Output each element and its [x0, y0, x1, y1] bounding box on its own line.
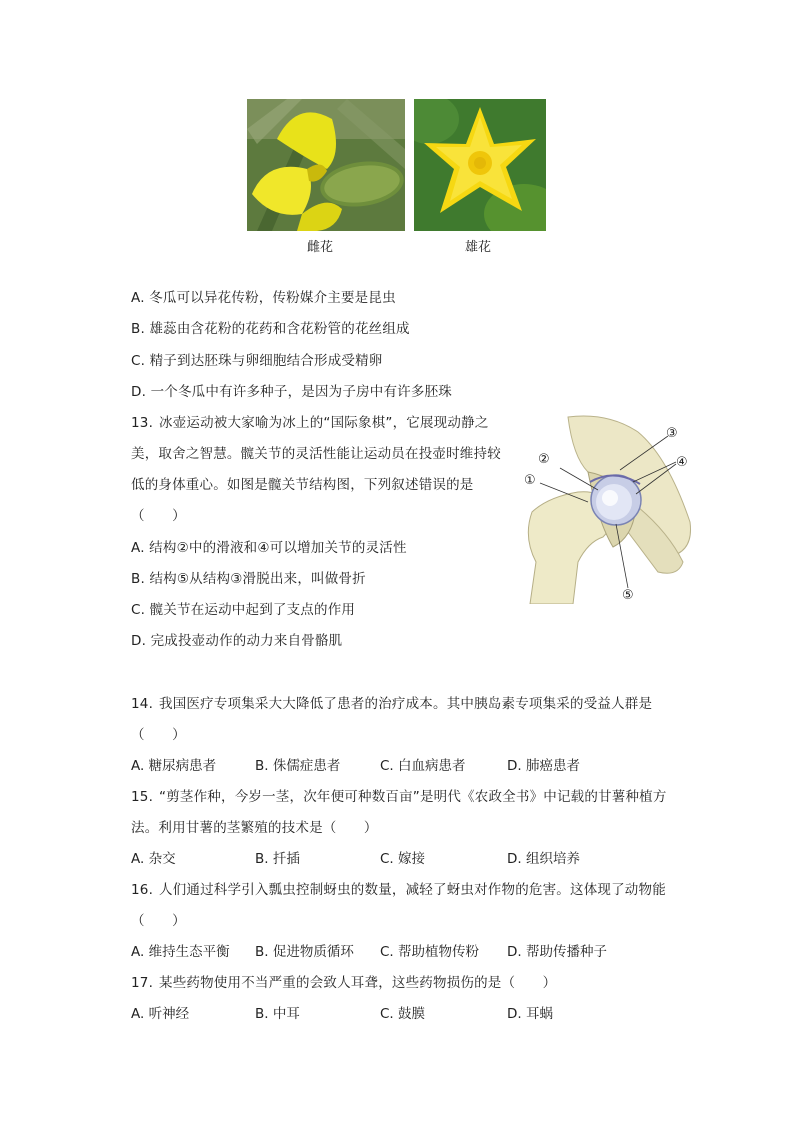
q12-option-d: D. 一个冬瓜中有许多种子，是因为子房中有许多胚珠 [131, 384, 452, 400]
q16-option-d: D. 帮助传播种子 [507, 944, 607, 960]
q16-option-c: C. 帮助植物传粉 [380, 944, 480, 960]
hip-label-2: ② [538, 452, 550, 467]
q13-number: 13. [131, 415, 154, 431]
hip-label-5: ⑤ [622, 588, 634, 603]
q13-option-b: B. 结构⑤从结构③滑脱出来，叫做骨折 [131, 571, 366, 587]
q14-option-c: C. 白血病患者 [380, 758, 466, 774]
q16-stem-line-1: 16. 人们通过科学引入瓢虫控制蚜虫的数量，减轻了蚜虫对作物的危害。这体现了动物能 [131, 882, 666, 898]
q16-number: 16. [131, 882, 154, 898]
q14-stem-line-2: （ ） [131, 727, 186, 743]
hip-joint-figure [518, 412, 696, 604]
q15-stem-line-1: 15. “剪茎作种，今岁一茎，次年便可种数百亩”是明代《农政全书》中记载的甘薯种植方 [131, 789, 667, 805]
q14-number: 14. [131, 696, 154, 712]
q17-option-c: C. 鼓膜 [380, 1006, 426, 1022]
q13-stem-line-2: 美，取舍之智慧。髋关节的灵活性能让运动员在投壶时维持较 [131, 446, 501, 462]
q15-option-b: B. 扦插 [255, 851, 300, 867]
female-flower-caption: 雌花 [306, 240, 333, 255]
q17-number: 17. [131, 975, 154, 991]
q14-option-b: B. 侏儒症患者 [255, 758, 341, 774]
q13-stem-line-3: 低的身体重心。如图是髋关节结构图，下列叙述错误的是 [131, 477, 474, 493]
hip-label-4: ④ [676, 455, 688, 470]
male-flower-caption: 雄花 [464, 240, 491, 255]
q13-option-a: A. 结构②中的滑液和④可以增加关节的灵活性 [131, 540, 407, 556]
male-flower-photo [414, 99, 546, 231]
q17-option-b: B. 中耳 [255, 1006, 300, 1022]
q15-option-a: A. 杂交 [131, 851, 176, 867]
q14-stem-line-1: 14. 我国医疗专项集采大大降低了患者的治疗成本。其中胰岛素专项集采的受益人群是 [131, 696, 653, 712]
q15-stem-line-2: 法。利用甘薯的茎繁殖的技术是（ ） [131, 820, 378, 836]
q15-option-c: C. 嫁接 [380, 851, 426, 867]
q12-option-b: B. 雄蕊由含花粉的花药和含花粉管的花丝组成 [131, 321, 410, 337]
q17-stem-line-1: 17. 某些药物使用不当严重的会致人耳聋，这些药物损伤的是（ ） [131, 975, 557, 991]
q16-stem-line-2: （ ） [131, 913, 186, 929]
q14-option-d: D. 肺癌患者 [507, 758, 580, 774]
q12-option-a: A. 冬瓜可以异花传粉，传粉媒介主要是昆虫 [131, 290, 396, 306]
q15-number: 15. [131, 789, 154, 805]
q17-option-a: A. 听神经 [131, 1006, 190, 1022]
female-flower-photo [247, 99, 405, 231]
q12-option-c: C. 精子到达胚珠与卵细胞结合形成受精卵 [131, 353, 383, 369]
q15-option-d: D. 组织培养 [507, 851, 580, 867]
q14-option-a: A. 糖尿病患者 [131, 758, 217, 774]
q13-stem-line-4: （ ） [131, 508, 186, 524]
q13-option-d: D. 完成投壶动作的动力来自骨骼肌 [131, 633, 343, 649]
q13-option-c: C. 髋关节在运动中起到了支点的作用 [131, 602, 356, 618]
q16-option-b: B. 促进物质循环 [255, 944, 354, 960]
q17-option-d: D. 耳蜗 [507, 1006, 553, 1022]
q16-option-a: A. 维持生态平衡 [131, 944, 230, 960]
hip-label-3: ③ [666, 426, 678, 441]
hip-label-1: ① [524, 473, 536, 488]
q13-stem-line-1: 13. 冰壶运动被大家喻为冰上的“国际象棋”，它展现动静之 [131, 415, 489, 431]
